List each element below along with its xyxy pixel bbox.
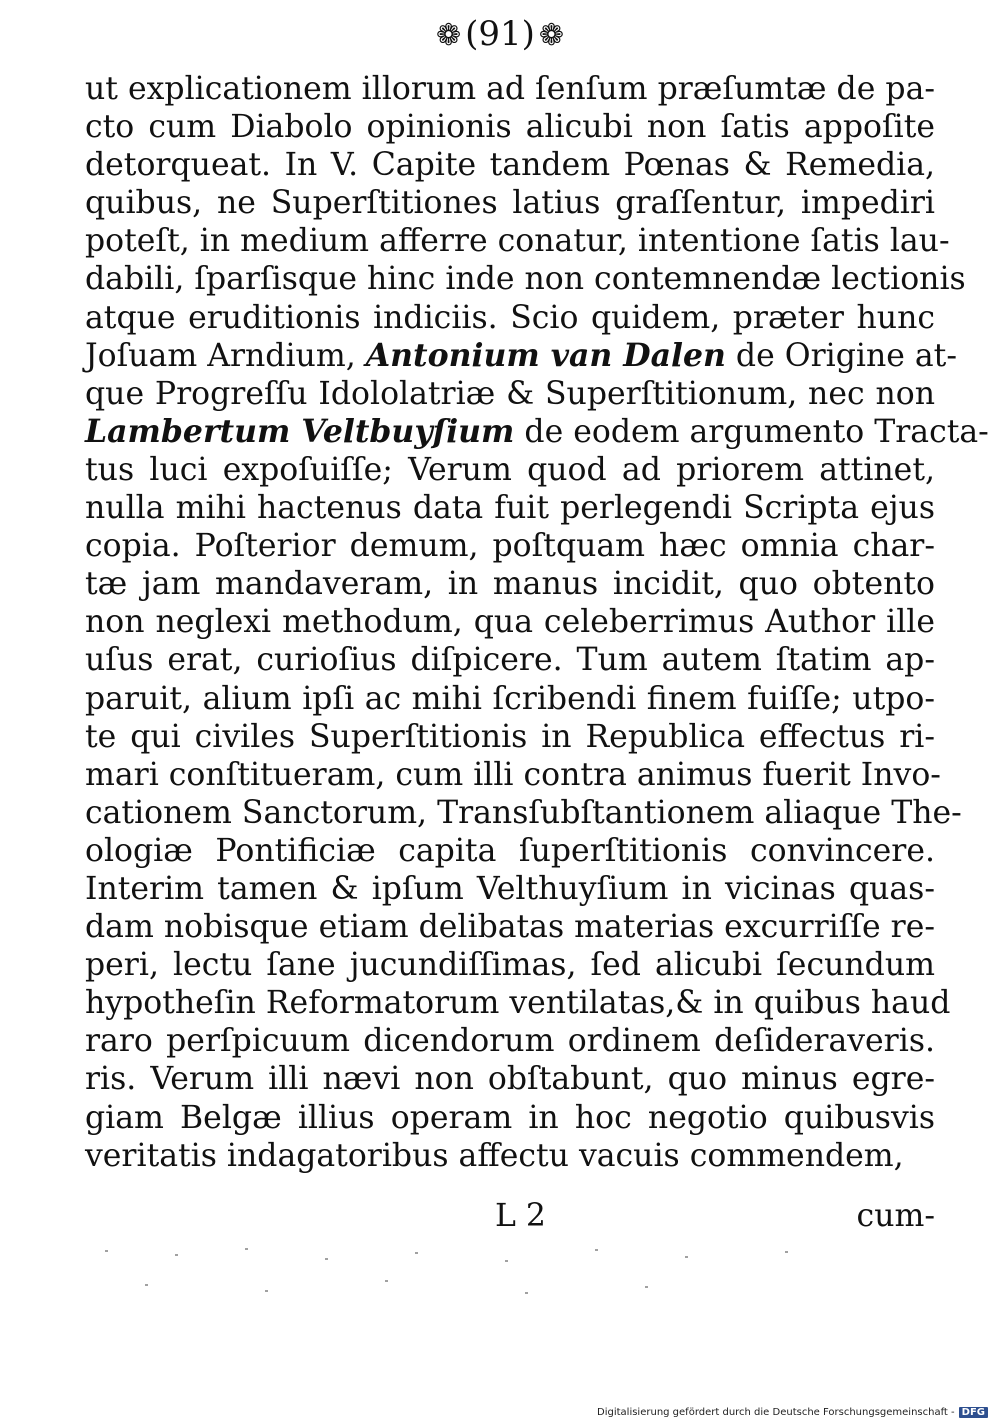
text-line: cationem Sanctorum, Transſubſtantionem aliaque The- [85, 794, 962, 831]
text-line: hypotheſin Reformatorum ventilatas,& in quibus haud [85, 985, 951, 1022]
catchword: cum- [856, 1198, 935, 1234]
text-line: raro perſpicuum dicendorum ordinem deſideraveris. [85, 1023, 935, 1060]
body-text [85, 70, 989, 1175]
text-line: que Progreſſu Idololatriæ & Superſtitionum, nec non [85, 375, 935, 412]
text-line: te qui civiles Superſtitionis in Republica effectus ri- [85, 718, 935, 755]
text-line [85, 336, 957, 375]
text-line: cto cum Diabolo opinionis alicubi non ſatis appoſite [85, 109, 935, 146]
text-line: poteſt, in medium afferre conatur, intentione ſatis lau- [85, 223, 950, 260]
text-line: tæ jam mandaveram, in manus incidit, quo obtento [85, 566, 935, 603]
text-run: Joſuam Arndium, [85, 337, 366, 374]
text-run: de Origine at- [725, 337, 957, 374]
text-line: tus luci expoſuiſſe; Verum quod ad priorem attinet, [85, 451, 935, 488]
text-line: Interim tamen & ipſum Velthuyſium in vicinas quas- [85, 870, 935, 907]
text-line [85, 412, 989, 451]
text-line: detorqueat. In V. Capite tandem Pœnas & Remedia, [85, 147, 935, 184]
credit-text: Digitalisierung gefördert durch die Deutsche Forschungsgemeinschaft - [597, 1407, 955, 1418]
text-line: uſus erat, curioſius diſpicere. Tum autem ſtatim ap- [85, 642, 935, 679]
signature-mark: L 2 [495, 1198, 546, 1234]
text-run: de eodem argumento Tracta- [514, 413, 989, 450]
text-line: dam nobisque etiam delibatas materias excurriſſe re- [85, 909, 936, 946]
text-line: quibus, ne Superſtitiones latius graſſentur, impediri [85, 185, 935, 222]
ornament-right-icon: ❁ [538, 18, 565, 53]
page-header [0, 14, 1000, 56]
page-number: (91) [465, 14, 535, 54]
text-line: paruit, alium ipſi ac mihi ſcribendi finem fuiſſe; utpo- [85, 680, 935, 717]
text-line: ut explicationem illorum ad ſenſum præſumtæ de pa- [85, 71, 935, 107]
text-line: non neglexi methodum, qua celeberrimus Author ille [85, 604, 935, 641]
text-line: mari conſtitueram, cum illi contra animus fuerit Invo- [85, 756, 941, 793]
text-line: ris. Verum illi nævi non obſtabunt, quo minus egre- [85, 1061, 935, 1098]
italic-name: Lambertum Veltbuyſium [85, 412, 515, 450]
digitization-credit [597, 1407, 988, 1418]
text-line: atque eruditionis indiciis. Scio quidem, præter hunc [85, 299, 935, 336]
dfg-logo: DFG [959, 1407, 988, 1418]
text-line: peri, lectu ſane jucundiſſimas, ſed alicubi ſecundum [85, 947, 935, 984]
text-line: copia. Poſterior demum, poſtquam hæc omnia char- [85, 528, 935, 565]
text-line: veritatis indagatoribus affectu vacuis commendem, [85, 1137, 904, 1174]
text-line: ologiæ Pontificiæ capita ſuperſtitionis convincere. [85, 832, 935, 869]
text-line: giam Belgæ illius operam in hoc negotio quibusvis [85, 1099, 935, 1136]
show-through-noise [85, 1240, 935, 1310]
italic-name: Antonium van Dalen [365, 336, 726, 374]
text-line: dabili, ſparſisque hinc inde non contemnendæ lectionis [85, 261, 966, 298]
page-footer [85, 1198, 935, 1238]
text-line: nulla mihi hactenus data fuit perlegendi Scripta ejus [85, 490, 935, 527]
ornament-left-icon: ❁ [435, 18, 462, 53]
